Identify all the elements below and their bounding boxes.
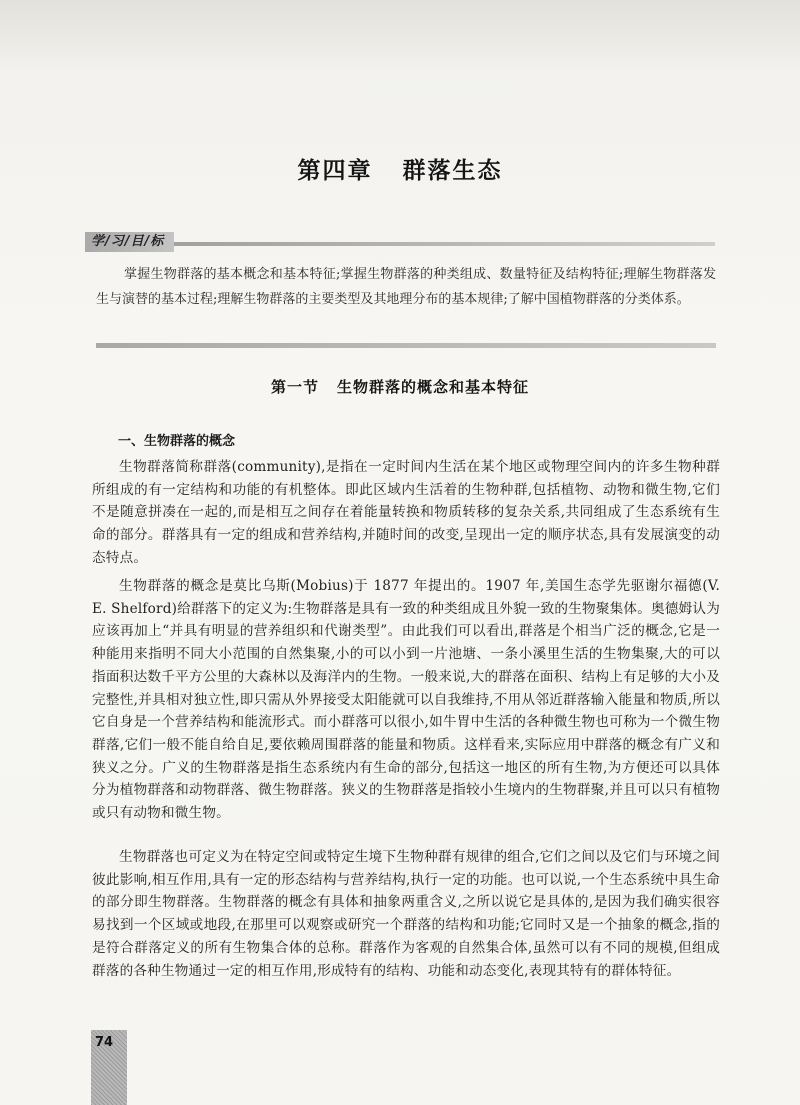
- page-number: 74: [95, 1035, 114, 1050]
- body-paragraph: 生物群落简称群落(community),是指在一定时间内生活在某个地区或物理空间内的许多生物种群所组成的有一定结构和功能的有机整体。即此区域内生活着的生物种群,包括植物、动物和微生物,它们不是随意拼凑在一起的,而是相互之间存在着能量转换和物质转移的复杂关系,共同组成了生态系统有生命的部分。群落具有一定的组成和营养结构,并随时间的改变,呈现出一定的顺序状态,具有发展演变的动态特点。: [92, 459, 720, 566]
- section-name: 生物群落的概念和基本特征: [337, 378, 530, 396]
- objectives-label: 学/习/目/标: [85, 232, 174, 252]
- chapter-number: 第四章: [297, 158, 373, 184]
- objectives-bar-line: [85, 242, 715, 246]
- chapter-name: 群落生态: [402, 158, 503, 184]
- body-paragraph: 生物群落也可定义为在特定空间或特定生境下生物种群有规律的组合,它们之间以及它们与环境之间彼此影响,相互作用,具有一定的形态结构与营养结构,执行一定的功能。也可以说,一个生态系统中具生命的部分即生物群落。生物群落的概念有具体和抽象两重含义,之所以说它是具体的,是因为我们确实很容易找到一个区域或地段,在那里可以观察或研究一个群落的结构和功能;它同时又是一个抽象的概念,指的是符合群落定义的所有生物集合体的总称。群落作为客观的自然集合体,虽然可以有不同的规模,但组成群落的各种生物通过一定的相互作用,形成特有的结构、功能和动态变化,表现其特有的群体特征。: [92, 849, 720, 979]
- objectives-header-bar: [85, 232, 715, 252]
- section-number: 第一节: [270, 378, 319, 396]
- body-paragraph: 生物群落的概念是莫比乌斯(Mobius)于 1877 年提出的。1907 年,美国生态学先驱谢尔福德(V. E. Shelford)给群落下的定义为:生物群落是具有一致的种类组成且外貌一致的生物聚集体。奥德姆认为应该再加上“并具有明显的营养组织和代谢类型”。由此我们可以看出,群落是个相当广泛的概念,它是一种能用来指明不同大小范围的自然集聚,小的可以小到一片池塘、一条小溪里生活的生物集聚,大的可以指面积达数千平方公里的大森林以及海洋内的生物。一般来说,大的群落在面积、结构上有足够的大小及完整性,并具相对独立性,即只需从外界接受太阳能就可以自我维持,不用从邻近群落输入能量和物质,所以它自身是一个营养结构和能流形式。而小群落可以很小,如牛胃中生活的各种微生物也可称为一个微生物群落,它们一般不能自给自足,要依赖周围群落的能量和物质。这样看来,实际应用中群落的概念有广义和狭义之分。广义的生物群落是指生态系统内有生命的部分,包括这一地区的所有生物,为方便还可以具体分为植物群落和动物群落、微生物群落。狭义的生物群落是指较小生境内的生物群聚,并且可以只有植物或只有动物和微生物。: [92, 578, 720, 822]
- section-title: [0, 376, 800, 397]
- objectives-text: 掌握生物群落的基本概念和基本特征;掌握生物群落的种类组成、数量特征及结构特征;理解生物群落发生与演替的基本过程;理解生物群落的主要类型及其地理分布的基本规律;了解中国植物群落的分类体系。: [96, 267, 716, 307]
- subsection-heading: 一、生物群落的概念: [118, 434, 236, 449]
- scan-shadow: [0, 0, 800, 70]
- objectives-bottom-rule: [96, 343, 716, 348]
- chapter-title: [0, 152, 800, 185]
